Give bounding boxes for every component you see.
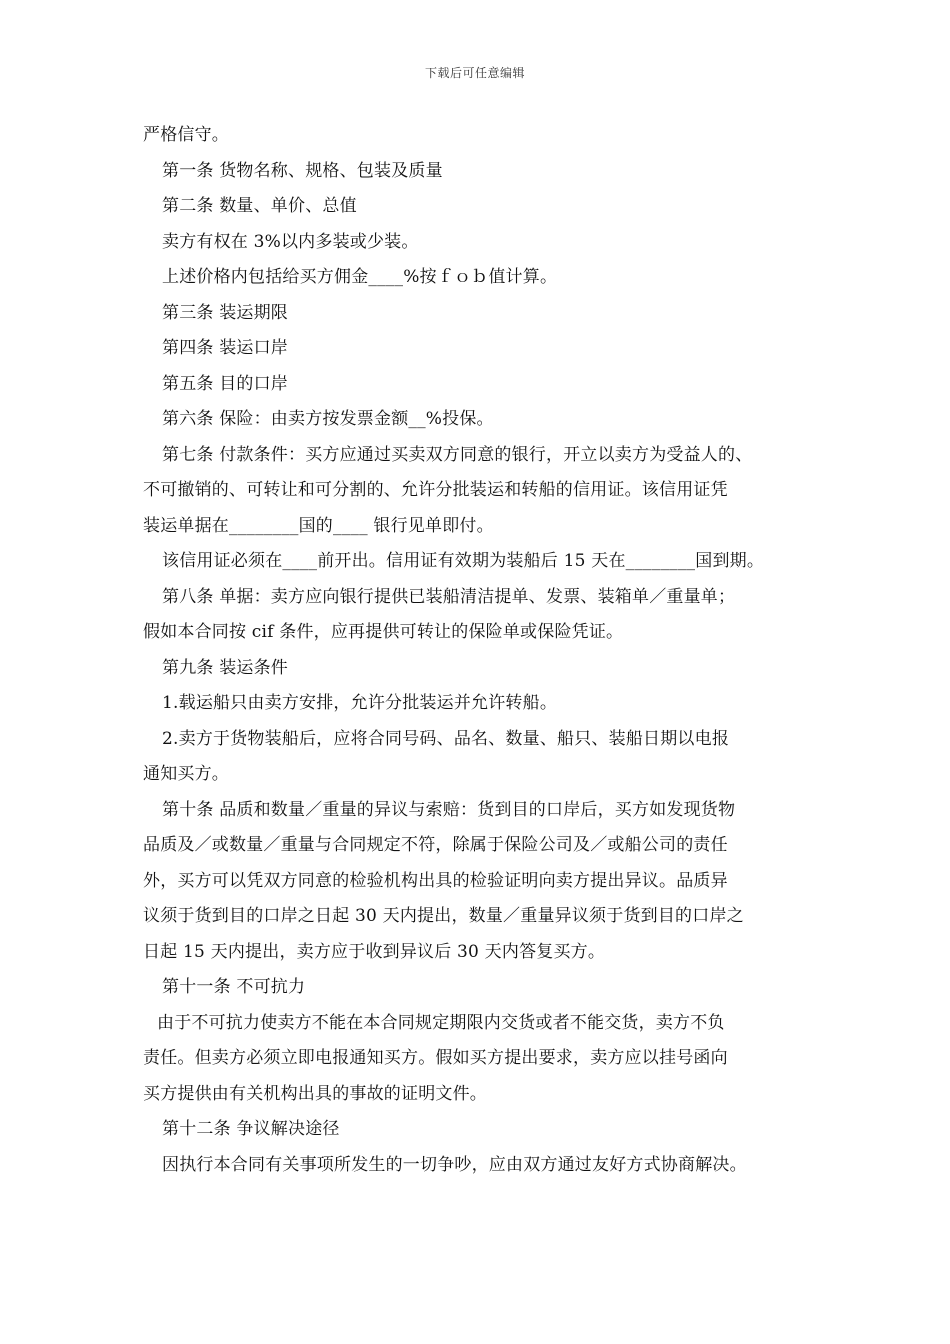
- text-line: 卖方有权在 3%以内多装或少装。: [162, 231, 419, 252]
- clause-heading: 第九条 装运条件: [162, 657, 289, 678]
- text-line: 品质及／或数量／重量与合同规定不符，除属于保险公司及／或船公司的责任: [143, 835, 728, 855]
- clause-heading: 第八条 单据：卖方应向银行提供已装船清洁提单、发票、装箱单／重量单；: [162, 586, 736, 607]
- clause-heading: 第三条 装运期限: [162, 302, 289, 323]
- text-line: 上述价格内包括给买方佣金____%按ｆｏｂ值计算。: [162, 267, 558, 287]
- text-line: 因执行本合同有关事项所发生的一切争吵，应由双方通过友好方式协商解决。: [162, 1154, 747, 1175]
- text-line: 买方提供由有关机构出具的事故的证明文件。: [143, 1083, 487, 1104]
- text-line: 严格信守。: [143, 125, 229, 145]
- text-line: 不可撤销的、可转让和可分割的、允许分批装运和转船的信用证。该信用证凭: [143, 480, 728, 500]
- list-item: 2.卖方于货物装船后，应将合同号码、品名、数量、船只、装船日期以电报: [162, 728, 730, 749]
- text-line: 外，买方可以凭双方同意的检验机构出具的检验证明向卖方提出异议。品质异: [143, 870, 728, 891]
- clause-heading: 第六条 保险：由卖方按发票金额__%投保。: [162, 409, 494, 429]
- clause-heading: 第二条 数量、单价、总值: [162, 196, 357, 216]
- clause-heading: 第十条 品质和数量／重量的异议与索赔：货到目的口岸后，买方如发现货物: [162, 799, 736, 820]
- clause-heading: 第五条 目的口岸: [162, 373, 289, 394]
- text-line: 由于不可抗力使卖方不能在本合同规定期限内交货或者不能交货，卖方不负: [157, 1012, 725, 1033]
- text-line: 通知买方。: [143, 764, 229, 784]
- text-line: 责任。但卖方必须立即电报通知买方。假如买方提出要求，卖方应以挂号函向: [143, 1048, 728, 1068]
- text-line: 日起 15 天内提出，卖方应于收到异议后 30 天内答复买方。: [143, 941, 606, 962]
- page-header: 下载后可任意编辑: [424, 66, 525, 80]
- text-line: 假如本合同按 cif 条件，应再提供可转让的保险单或保险凭证。: [143, 622, 624, 642]
- list-item: 1.载运船只由卖方安排，允许分批装运并允许转船。: [162, 693, 558, 713]
- clause-heading: 第十一条 不可抗力: [162, 977, 306, 997]
- text-line: 装运单据在________国的____ 银行见单即付。: [143, 515, 494, 536]
- text-line: 该信用证必须在____前开出。信用证有效期为装船后 15 天在________国到期。: [162, 551, 765, 571]
- clause-heading: 第十二条 争议解决途径: [162, 1119, 340, 1139]
- text-line: 议须于货到目的口岸之日起 30 天内提出，数量／重量异议须于货到目的口岸之: [143, 906, 744, 926]
- clause-heading: 第四条 装运口岸: [162, 338, 289, 358]
- contract-body: [143, 118, 823, 1183]
- clause-heading: 第七条 付款条件：买方应通过买卖双方同意的银行，开立以卖方为受益人的、: [162, 444, 753, 465]
- clause-heading: 第一条 货物名称、规格、包装及质量: [162, 160, 443, 181]
